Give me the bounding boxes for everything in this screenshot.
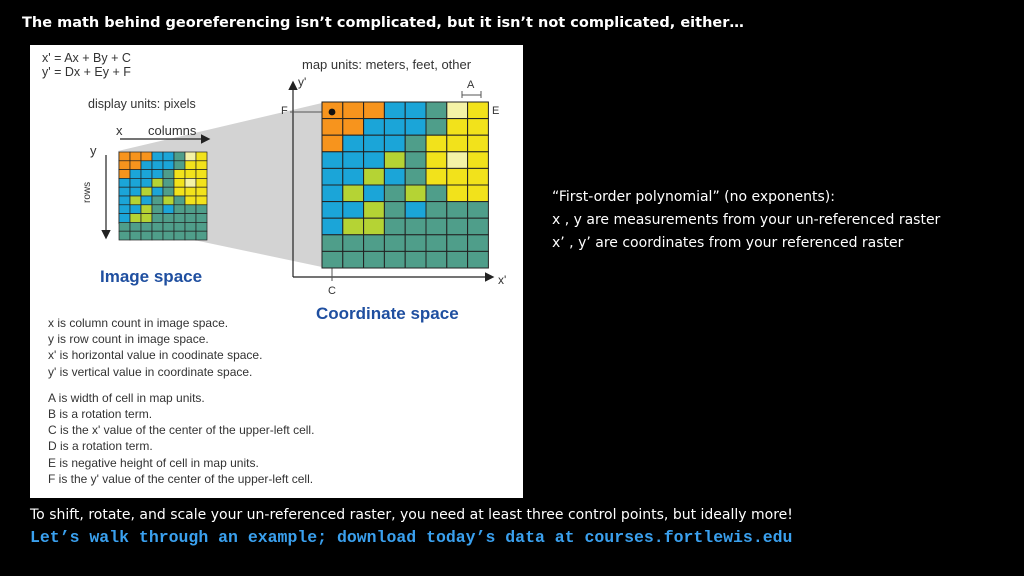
grid-cell: [163, 231, 174, 240]
grid-cell: [364, 119, 385, 136]
grid-cell: [426, 251, 447, 268]
legend-line: x is column count in image space.: [48, 316, 229, 330]
grid-cell: [185, 214, 196, 223]
equation-y-prime: y' = Dx + Ey + F: [42, 65, 131, 79]
grid-cell: [447, 202, 468, 219]
grid-cell: [163, 178, 174, 187]
rows-label: rows: [82, 181, 93, 203]
upper-left-center-dot: [329, 109, 336, 116]
grid-cell: [405, 251, 426, 268]
grid-cell: [174, 214, 185, 223]
grid-cell: [152, 231, 163, 240]
grid-cell: [174, 205, 185, 214]
grid-cell: [141, 178, 152, 187]
grid-cell: [174, 161, 185, 170]
grid-cell: [426, 202, 447, 219]
grid-cell: [141, 214, 152, 223]
grid-cell: [119, 170, 130, 179]
coordinate-space-grid: [322, 102, 488, 268]
grid-cell: [119, 231, 130, 240]
grid-cell: [163, 152, 174, 161]
grid-cell: [163, 222, 174, 231]
y-label: y: [90, 143, 97, 158]
grid-cell: [130, 222, 141, 231]
grid-cell: [119, 222, 130, 231]
grid-cell: [364, 135, 385, 152]
grid-cell: [141, 161, 152, 170]
grid-cell: [174, 231, 185, 240]
grid-cell: [322, 185, 343, 202]
legend-group-variables: [48, 315, 314, 380]
grid-cell: [343, 135, 364, 152]
grid-cell: [196, 222, 207, 231]
label-f: F: [281, 105, 288, 117]
y-prime-label: y': [298, 75, 307, 89]
grid-cell: [384, 202, 405, 219]
grid-cell: [130, 161, 141, 170]
grid-cell: [163, 205, 174, 214]
grid-cell: [152, 205, 163, 214]
grid-cell: [343, 102, 364, 119]
legend-line: y is row count in image space.: [48, 332, 209, 347]
grid-cell: [130, 178, 141, 187]
grid-cell: [364, 102, 385, 119]
grid-cell: [343, 152, 364, 169]
grid-cell: [119, 205, 130, 214]
grid-cell: [447, 119, 468, 136]
grid-cell: [174, 152, 185, 161]
grid-cell: [384, 251, 405, 268]
grid-cell: [447, 168, 468, 185]
grid-cell: [468, 185, 489, 202]
legend-line: C is the x' value of the center of the upper-left cell.: [48, 423, 315, 438]
image-space-grid: [119, 152, 207, 240]
grid-cell: [384, 218, 405, 235]
grid-cell: [426, 235, 447, 252]
grid-cell: [152, 222, 163, 231]
x-prime-label: x': [498, 273, 507, 287]
grid-cell: [196, 178, 207, 187]
grid-cell: [447, 102, 468, 119]
image-space-title: Image space: [100, 267, 203, 286]
grid-cell: [130, 205, 141, 214]
grid-cell: [130, 214, 141, 223]
grid-cell: [426, 102, 447, 119]
grid-cell: [426, 119, 447, 136]
grid-cell: [322, 119, 343, 136]
grid-cell: [364, 185, 385, 202]
grid-cell: [119, 161, 130, 170]
grid-cell: [384, 235, 405, 252]
map-units-label: map units: meters, feet, other: [302, 57, 472, 72]
grid-cell: [152, 187, 163, 196]
grid-cell: [196, 196, 207, 205]
grid-cell: [468, 235, 489, 252]
legend-line: F is the y' value of the center of the upper-left cell.: [48, 471, 314, 486]
grid-cell: [163, 161, 174, 170]
grid-cell: [447, 251, 468, 268]
grid-cell: [426, 185, 447, 202]
grid-cell: [322, 135, 343, 152]
grid-cell: [163, 196, 174, 205]
side-notes: [552, 186, 940, 255]
grid-cell: [174, 178, 185, 187]
grid-cell: [426, 152, 447, 169]
grid-cell: [343, 119, 364, 136]
grid-cell: [364, 218, 385, 235]
grid-cell: [405, 218, 426, 235]
grid-cell: [343, 202, 364, 219]
grid-cell: [322, 168, 343, 185]
grid-cell: [141, 196, 152, 205]
grid-cell: [119, 152, 130, 161]
grid-cell: [468, 168, 489, 185]
footer-link[interactable]: Let’s walk through an example; download today’s data at courses.fortlewis.edu: [30, 528, 793, 547]
grid-cell: [196, 205, 207, 214]
side-note-line: x’ , y’ are coordinates from your referenced raster: [552, 235, 904, 251]
grid-cell: [405, 202, 426, 219]
grid-cell: [163, 187, 174, 196]
grid-cell: [384, 168, 405, 185]
legend-line: x' is horizontal value in coodinate space.: [48, 348, 263, 363]
grid-cell: [185, 205, 196, 214]
grid-cell: [447, 218, 468, 235]
grid-cell: [152, 196, 163, 205]
grid-cell: [185, 170, 196, 179]
grid-cell: [468, 218, 489, 235]
grid-cell: [185, 196, 196, 205]
grid-cell: [405, 185, 426, 202]
grid-cell: [119, 187, 130, 196]
grid-cell: [405, 119, 426, 136]
label-c: C: [328, 285, 336, 297]
grid-cell: [119, 178, 130, 187]
grid-cell: [185, 187, 196, 196]
grid-cell: [426, 168, 447, 185]
grid-cell: [364, 235, 385, 252]
grid-cell: [364, 152, 385, 169]
grid-cell: [343, 218, 364, 235]
grid-cell: [468, 135, 489, 152]
grid-cell: [141, 170, 152, 179]
grid-cell: [174, 187, 185, 196]
grid-cell: [130, 231, 141, 240]
grid-cell: [322, 152, 343, 169]
grid-cell: [163, 214, 174, 223]
grid-cell: [141, 152, 152, 161]
grid-cell: [152, 152, 163, 161]
grid-cell: [130, 152, 141, 161]
grid-cell: [141, 222, 152, 231]
grid-cell: [364, 168, 385, 185]
slide-title: The math behind georeferencing isn’t complicated, but it isn’t not complicated, either…: [22, 15, 744, 31]
grid-cell: [119, 214, 130, 223]
grid-cell: [343, 168, 364, 185]
grid-cell: [384, 102, 405, 119]
equation-x-prime: x' = Ax + By + C: [42, 51, 131, 65]
side-note-line: “First-order polynomial” (no exponents):: [552, 189, 835, 205]
x-label: x: [116, 123, 123, 138]
grid-cell: [185, 231, 196, 240]
grid-cell: [447, 152, 468, 169]
grid-cell: [185, 161, 196, 170]
grid-cell: [364, 251, 385, 268]
grid-cell: [405, 235, 426, 252]
grid-cell: [130, 196, 141, 205]
grid-cell: [405, 135, 426, 152]
grid-cell: [468, 119, 489, 136]
grid-cell: [185, 178, 196, 187]
grid-cell: [141, 205, 152, 214]
grid-cell: [196, 231, 207, 240]
grid-cell: [322, 235, 343, 252]
grid-cell: [447, 185, 468, 202]
grid-cell: [196, 170, 207, 179]
legend-line: B is a rotation term.: [48, 407, 153, 422]
grid-cell: [152, 161, 163, 170]
grid-cell: [322, 202, 343, 219]
grid-cell: [447, 135, 468, 152]
grid-cell: [196, 161, 207, 170]
grid-cell: [152, 170, 163, 179]
grid-cell: [322, 251, 343, 268]
grid-cell: [174, 170, 185, 179]
grid-cell: [384, 135, 405, 152]
grid-cell: [447, 235, 468, 252]
grid-cell: [364, 202, 385, 219]
georeferencing-figure: [30, 45, 523, 498]
grid-cell: [196, 152, 207, 161]
grid-cell: [141, 231, 152, 240]
grid-cell: [130, 187, 141, 196]
grid-cell: [185, 152, 196, 161]
grid-cell: [185, 222, 196, 231]
grid-cell: [141, 187, 152, 196]
grid-cell: [405, 152, 426, 169]
grid-cell: [426, 135, 447, 152]
legend-line: D is a rotation term.: [48, 439, 153, 454]
grid-cell: [405, 102, 426, 119]
grid-cell: [343, 185, 364, 202]
grid-cell: [322, 218, 343, 235]
grid-cell: [405, 168, 426, 185]
grid-cell: [152, 214, 163, 223]
legend-line: y' is vertical value in coordinate space.: [48, 364, 253, 379]
display-units-label: display units: pixels: [88, 97, 196, 111]
footer-text: To shift, rotate, and scale your un-referenced raster, you need at least three control points, but ideally more!: [30, 507, 793, 523]
figure-legend: [48, 315, 314, 487]
grid-cell: [384, 152, 405, 169]
legend-line: E is negative height of cell in map units.: [48, 455, 259, 470]
grid-cell: [130, 170, 141, 179]
grid-cell: [468, 152, 489, 169]
grid-cell: [384, 185, 405, 202]
grid-cell: [119, 196, 130, 205]
label-a: A: [467, 79, 475, 91]
grid-cell: [468, 202, 489, 219]
grid-cell: [163, 170, 174, 179]
grid-cell: [426, 218, 447, 235]
legend-line: A is width of cell in map units.: [48, 390, 205, 405]
grid-cell: [196, 187, 207, 196]
columns-label: columns: [148, 123, 197, 138]
label-e: E: [492, 105, 500, 117]
grid-cell: [343, 235, 364, 252]
grid-cell: [174, 222, 185, 231]
side-note-line: x , y are measurements from your un-referenced raster: [552, 212, 941, 228]
grid-cell: [152, 178, 163, 187]
grid-cell: [468, 102, 489, 119]
grid-cell: [174, 196, 185, 205]
legend-group-terms: [48, 390, 314, 487]
grid-cell: [468, 251, 489, 268]
grid-cell: [384, 119, 405, 136]
coordinate-space-title: Coordinate space: [316, 304, 459, 323]
grid-cell: [196, 214, 207, 223]
grid-cell: [343, 251, 364, 268]
